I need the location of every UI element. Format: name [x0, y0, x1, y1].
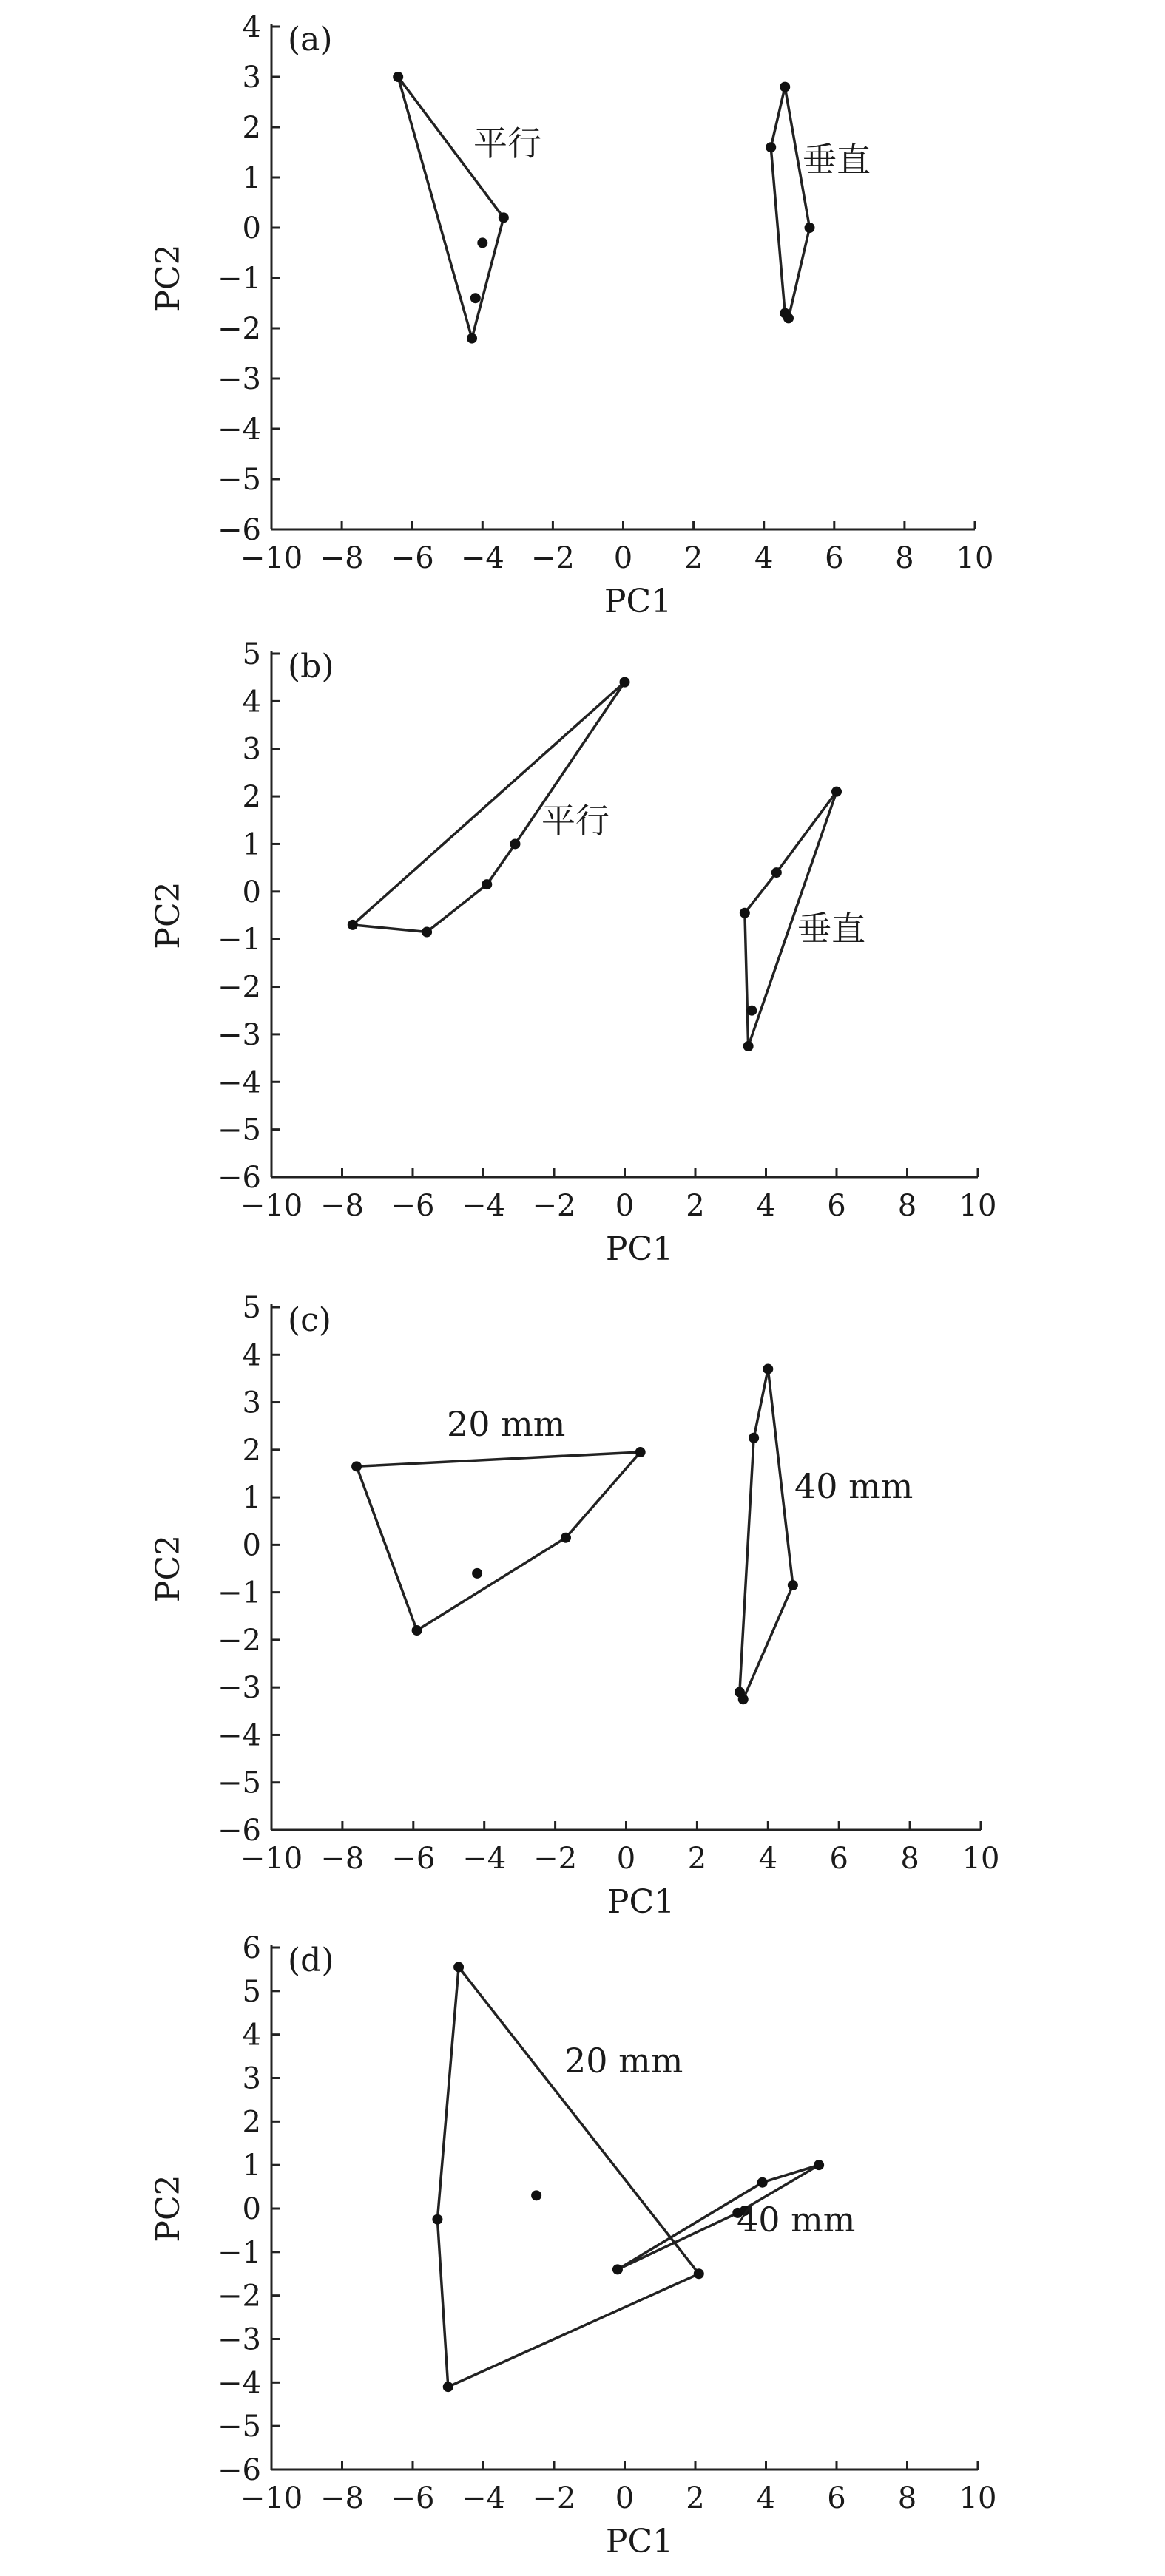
data-point — [743, 1041, 754, 1051]
x-axis-title: PC1 — [607, 1883, 675, 1921]
data-point — [472, 1568, 482, 1579]
x-tick-label: −10 — [240, 1189, 303, 1223]
panel-label: (b) — [288, 648, 334, 685]
x-tick-label: −4 — [462, 1842, 507, 1876]
x-tick-label: 6 — [825, 541, 844, 575]
data-point — [561, 1533, 571, 1543]
panel-label: (a) — [288, 21, 333, 58]
x-tick-label: 10 — [959, 2481, 997, 2515]
group-label: 平行 — [541, 801, 609, 841]
y-tick-label: 0 — [242, 211, 261, 245]
x-tick-label: 8 — [895, 541, 914, 575]
y-tick-label: −1 — [217, 1576, 261, 1610]
y-tick-label: −5 — [217, 1766, 261, 1800]
y-tick-label: −2 — [217, 1623, 261, 1658]
data-point — [482, 879, 492, 889]
data-point — [432, 2214, 442, 2225]
data-point — [531, 2190, 541, 2200]
group-label: 20 mm — [564, 2041, 683, 2081]
data-point — [477, 237, 487, 248]
y-tick-label: 0 — [242, 1528, 261, 1563]
data-point — [771, 867, 782, 878]
data-point — [763, 1364, 773, 1375]
y-tick-label: 4 — [242, 1338, 261, 1373]
y-tick-label: 3 — [242, 61, 261, 95]
y-tick-label: 1 — [242, 1481, 261, 1516]
x-tick-label: −8 — [320, 1189, 364, 1223]
y-tick-label: −5 — [217, 1113, 261, 1148]
y-tick-label: 1 — [242, 827, 261, 862]
x-tick-label: 2 — [683, 541, 703, 575]
panel-label: (c) — [288, 1301, 331, 1339]
y-tick-label: 3 — [242, 2061, 261, 2096]
x-tick-label: 10 — [962, 1842, 1000, 1876]
group-hull — [740, 1369, 793, 1700]
x-tick-label: −4 — [462, 2481, 505, 2515]
data-point — [749, 1433, 759, 1443]
y-tick-label: 3 — [242, 1386, 261, 1420]
x-axis-title: PC1 — [604, 583, 672, 620]
y-tick-label: −2 — [217, 970, 261, 1005]
data-point — [348, 920, 358, 930]
x-tick-label: 0 — [616, 1842, 636, 1876]
x-tick-label: 8 — [897, 1189, 917, 1223]
x-tick-label: −4 — [460, 541, 504, 575]
y-tick-label: 2 — [242, 1433, 261, 1468]
chart-panel — [149, 637, 996, 1268]
data-point — [412, 1625, 422, 1636]
data-point — [612, 2264, 623, 2274]
y-tick-label: −5 — [217, 2410, 261, 2444]
x-tick-label: −8 — [320, 541, 364, 575]
data-point — [783, 313, 794, 323]
x-tick-label: 0 — [615, 1189, 635, 1223]
data-point — [788, 1580, 798, 1590]
x-tick-label: −6 — [391, 2481, 435, 2515]
x-tick-label: 8 — [900, 1842, 919, 1876]
group-label: 平行 — [473, 123, 541, 163]
x-tick-label: −8 — [320, 1842, 365, 1876]
data-point — [422, 927, 432, 938]
y-tick-label: 5 — [242, 1974, 261, 2009]
x-tick-label: 6 — [829, 1842, 848, 1876]
y-tick-label: −1 — [217, 2235, 261, 2270]
y-tick-label: −3 — [217, 1017, 261, 1052]
y-tick-label: −6 — [217, 513, 261, 547]
y-tick-label: −4 — [217, 1065, 261, 1100]
y-tick-label: 5 — [242, 1291, 261, 1325]
y-tick-label: −4 — [217, 1718, 261, 1753]
group-label: 垂直 — [803, 140, 871, 180]
x-tick-label: −6 — [391, 1842, 436, 1876]
group-hull — [437, 1967, 698, 2387]
chart-panel — [149, 1291, 999, 1921]
group-label: 40 mm — [737, 2200, 856, 2240]
x-tick-label: −2 — [532, 2481, 576, 2515]
data-point — [814, 2160, 824, 2170]
x-tick-label: 6 — [827, 2481, 846, 2515]
data-point — [467, 333, 477, 344]
data-point — [694, 2268, 704, 2279]
y-tick-label: 4 — [242, 685, 261, 719]
x-tick-label: 4 — [756, 1189, 776, 1223]
x-tick-label: 10 — [956, 541, 994, 575]
x-tick-label: −2 — [533, 1842, 578, 1876]
x-tick-label: 2 — [687, 1842, 707, 1876]
y-tick-label: 6 — [242, 1931, 261, 1965]
group-label: 40 mm — [794, 1466, 914, 1506]
panel-label: (d) — [288, 1942, 334, 1979]
group-hull — [357, 1452, 641, 1630]
y-tick-label: 2 — [242, 2105, 261, 2140]
data-point — [746, 1006, 757, 1016]
y-tick-label: −3 — [217, 2322, 261, 2357]
x-tick-label: −10 — [240, 541, 303, 575]
data-point — [805, 223, 815, 233]
data-point — [393, 72, 403, 82]
group-label: 垂直 — [797, 909, 865, 949]
x-tick-label: 4 — [754, 541, 774, 575]
y-tick-label: 2 — [242, 111, 261, 145]
y-tick-label: 3 — [242, 732, 261, 767]
x-tick-label: −2 — [530, 541, 575, 575]
x-tick-label: 0 — [615, 2481, 635, 2515]
x-tick-label: −8 — [320, 2481, 364, 2515]
data-point — [470, 293, 481, 303]
x-tick-label: −4 — [462, 1189, 505, 1223]
y-tick-label: −3 — [217, 1671, 261, 1706]
group-hull — [398, 77, 504, 339]
y-tick-label: −5 — [217, 463, 261, 497]
y-tick-label: −6 — [217, 1814, 261, 1848]
y-tick-label: −1 — [217, 923, 261, 957]
y-tick-label: 4 — [242, 10, 261, 44]
x-tick-label: 4 — [756, 2481, 776, 2515]
chart-panel — [149, 1931, 996, 2560]
y-tick-label: 0 — [242, 875, 261, 909]
data-point — [757, 2177, 768, 2188]
x-tick-label: −10 — [240, 2481, 303, 2515]
y-axis-title: PC2 — [149, 2175, 187, 2243]
data-point — [351, 1461, 362, 1471]
y-tick-label: 4 — [242, 2018, 261, 2053]
y-tick-label: 5 — [242, 637, 261, 671]
y-tick-label: −4 — [217, 413, 261, 447]
y-tick-label: −2 — [217, 312, 261, 346]
x-tick-label: 0 — [613, 541, 633, 575]
x-tick-label: −6 — [390, 541, 434, 575]
y-tick-label: −6 — [217, 2453, 261, 2487]
data-point — [740, 908, 750, 918]
y-tick-label: −2 — [217, 2279, 261, 2314]
x-tick-label: −10 — [240, 1842, 303, 1876]
x-tick-label: 4 — [758, 1842, 778, 1876]
data-point — [499, 212, 509, 223]
x-tick-label: 10 — [959, 1189, 997, 1223]
y-tick-label: 0 — [242, 2192, 261, 2226]
group-label: 20 mm — [447, 1404, 566, 1444]
y-tick-label: 1 — [242, 2149, 261, 2183]
y-axis-title: PC2 — [149, 1534, 187, 1603]
x-tick-label: 8 — [897, 2481, 917, 2515]
x-tick-label: 2 — [686, 1189, 705, 1223]
y-axis-title: PC2 — [149, 244, 187, 312]
y-tick-label: −4 — [217, 2366, 261, 2401]
y-tick-label: −6 — [217, 1161, 261, 1195]
x-tick-label: −6 — [391, 1189, 435, 1223]
data-point — [738, 1694, 749, 1704]
data-point — [766, 142, 776, 152]
y-axis-title: PC2 — [149, 881, 187, 949]
y-tick-label: 1 — [242, 161, 261, 195]
x-tick-label: −2 — [532, 1189, 576, 1223]
group-hull — [771, 87, 809, 319]
y-tick-label: 2 — [242, 780, 261, 815]
y-tick-label: −1 — [217, 262, 261, 296]
x-tick-label: 6 — [827, 1189, 846, 1223]
data-point — [635, 1447, 646, 1457]
data-point — [443, 2382, 453, 2392]
y-tick-label: −3 — [217, 362, 261, 396]
x-axis-title: PC1 — [605, 1230, 674, 1268]
data-point — [620, 677, 630, 688]
x-tick-label: 2 — [686, 2481, 705, 2515]
data-point — [780, 82, 790, 92]
chart-panel — [149, 10, 993, 620]
data-point — [453, 1962, 464, 1972]
data-point — [510, 838, 520, 849]
x-axis-title: PC1 — [605, 2523, 674, 2560]
data-point — [831, 787, 842, 797]
